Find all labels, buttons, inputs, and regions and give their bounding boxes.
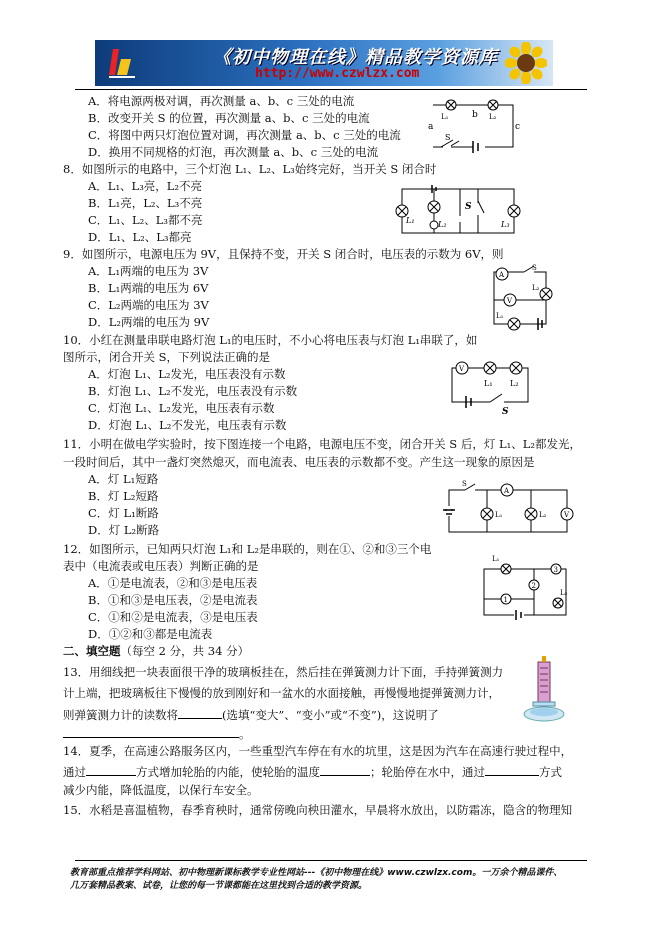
q11-option-c: C．灯 L₁断路 <box>88 506 159 520</box>
q13-line-1: 13．用细线把一块表面很干净的玻璃板挂在，然后挂在弹簧测力计下面，手持弹簧测力 <box>63 665 504 679</box>
q12-label-l1: L₁ <box>492 555 500 563</box>
q8-label-l2: L₂ <box>438 220 447 229</box>
footer-line-2: 几万套精品教案、试卷，让您的每一节课都能在这里找到合适的教学资源。 <box>70 881 368 891</box>
q7-option-d: D．换用不同规格的灯泡，再次测量 a、b、c 三处的电流 <box>88 145 379 159</box>
spring-scale-illustration <box>521 656 567 728</box>
q10-stem-1: 10．小红在测量串联电路灯泡 L₁的电压时，不小心将电压表与灯泡 L₁串联了，如 <box>63 333 478 347</box>
q12-label-l2: L₂ <box>560 589 568 597</box>
q9-label-l2: L₂ <box>532 284 540 292</box>
q8-circuit-diagram <box>398 183 518 239</box>
q9-option-c: C．L₂两端的电压为 3V <box>88 298 209 312</box>
q12-option-a: A．①是电流表，②和③是电压表 <box>88 576 258 590</box>
q11-label-l2: L₂ <box>539 511 547 519</box>
q13-line-3 <box>63 707 439 723</box>
q11-circuit-diagram <box>443 480 573 540</box>
q11-label-s: S <box>462 480 467 488</box>
q14-blank-1[interactable] <box>86 764 136 776</box>
q8-label-l1: L₁ <box>406 216 415 225</box>
q13-line-2: 计上端，把玻璃板往下慢慢的放到刚好和一盆水的水面接触，再慢慢地提弹簧测力计， <box>63 686 500 700</box>
q7-label-l2: L₂ <box>489 113 497 121</box>
footer-line-1: 教育部重点推荐学科网站、初中物理新课标教学专业性网站---《初中物理在线》www.czwlzx.com。一万余个精品课件、 <box>70 868 563 878</box>
q9-option-d: D．L₂两端的电压为 9V <box>88 315 210 329</box>
q13-blank-2[interactable] <box>63 726 239 738</box>
q8-label-l3: L₃ <box>501 220 510 229</box>
q11-stem-2: 一段时间后，其中一盏灯突然熄灭，而电流表、电压表的示数都不变。产生这一现象的原因是 <box>63 455 535 469</box>
q14-line-2d: 方式 <box>539 765 562 779</box>
q7-label-b: b <box>472 110 478 120</box>
sunflower-icon <box>505 42 547 84</box>
q14-line-2c: ；轮胎停在水中，通过 <box>370 765 485 779</box>
q14-line-3: 减少内能，降低温度，以保行车安全。 <box>63 783 259 797</box>
q14-blank-2[interactable] <box>320 764 370 776</box>
q10-option-d: D．灯泡 L₁、L₂不发光，电压表有示数 <box>88 418 287 432</box>
q10-stem-2: 图所示，闭合开关 S，下列说法正确的是 <box>63 350 271 364</box>
header-url[interactable]: http://www.czwlzx.com <box>255 66 420 81</box>
q14-blank-3[interactable] <box>485 764 539 776</box>
q12-meter-2: 2 <box>531 582 536 590</box>
q8-option-b: B．L₁亮，L₂、L₃不亮 <box>88 196 203 210</box>
q9-option-a: A．L₁两端的电压为 3V <box>88 264 209 278</box>
q9-label-a: A <box>499 271 505 279</box>
q10-label-s: S <box>502 407 509 417</box>
footer-rule <box>75 860 587 861</box>
q14-line-2b: 方式增加轮胎的内能，使轮胎的温度 <box>136 765 320 779</box>
header-rule <box>75 89 587 90</box>
q14-line-2 <box>63 764 562 780</box>
q7-label-a: a <box>428 122 434 132</box>
q11-option-d: D．灯 L₂断路 <box>88 523 160 537</box>
header-title: 《初中物理在线》精品教学资源库 <box>213 47 498 68</box>
q7-label-l1: L₁ <box>441 113 449 121</box>
q11-option-b: B．灯 L₂短路 <box>88 489 159 503</box>
q10-label-l2: L₂ <box>510 379 519 388</box>
q14-line-2a: 通过 <box>63 765 86 779</box>
q12-circuit-diagram <box>478 555 572 625</box>
q14-line-1: 14．夏季，在高速公路服务区内，一些重型汽车停在有水的坑里，这是因为汽车在高速行驶过程中， <box>63 744 573 758</box>
q10-option-c: C．灯泡 L₁、L₂发光，电压表有示数 <box>88 401 275 415</box>
q13-line-3b: (选填“变大”、“变小”或“不变”)，这说明了 <box>222 708 439 722</box>
q11-label-l1: L₁ <box>495 511 503 519</box>
q12-option-c: C．①和②是电流表，③是电压表 <box>88 610 258 624</box>
q12-option-d: D．①②和③都是电流表 <box>88 627 213 641</box>
q7-option-a: A．将电源两极对调，再次测量 a、b、c 三处的电流 <box>88 94 355 108</box>
q7-option-b: B．改变开关 S 的位置，再次测量 a、b、c 三处的电流 <box>88 111 370 125</box>
q10-circuit-diagram <box>448 358 538 417</box>
q15-line-1: 15．水稻是喜温植物，春季育秧时，通常傍晚向秧田灌水，早晨将水放出，以防霜冻，隐含的物理知 <box>63 803 573 817</box>
q9-circuit-diagram <box>488 266 558 330</box>
q13-line-4-end: 。 <box>239 727 251 741</box>
q9-option-b: B．L₁两端的电压为 6V <box>88 281 209 295</box>
q9-label-v: V <box>507 297 513 305</box>
q10-option-b: B．灯泡 L₁、L₂不发光，电压表没有示数 <box>88 384 298 398</box>
q8-stem: 8．如图所示的电路中，三个灯泡 L₁、L₂、L₃始终完好，当开关 S 闭合时 <box>63 162 437 176</box>
q8-option-d: D．L₁、L₂、L₃都亮 <box>88 230 192 244</box>
q11-label-v: V <box>564 511 570 519</box>
q8-option-a: A．L₁、L₃亮，L₂不亮 <box>88 179 203 193</box>
q7-circuit-diagram <box>425 97 525 157</box>
q12-meter-3: 3 <box>553 566 558 574</box>
site-logo-icon <box>105 45 139 81</box>
q12-option-b: B．①和③是电压表，②是电流表 <box>88 593 258 607</box>
section-2-title: 二、填空题 <box>63 644 121 658</box>
q12-stem-2: 表中（电流表或电压表）判断正确的是 <box>63 559 259 573</box>
q12-stem-1: 12．如图所示，已知两只灯泡 L₁和 L₂是串联的，则在①、②和③三个电 <box>63 542 432 556</box>
q9-label-s: S <box>532 264 537 272</box>
q10-label-v: V <box>459 365 465 373</box>
q13-line-4 <box>63 726 251 742</box>
q12-meter-1: 1 <box>503 596 508 604</box>
q8-label-s: S <box>465 202 472 212</box>
q11-option-a: A．灯 L₁短路 <box>88 472 159 486</box>
q7-label-s: S <box>445 133 451 142</box>
q8-option-c: C．L₁、L₂、L₃都不亮 <box>88 213 203 227</box>
q13-line-3a: 则弹簧测力计的读数将 <box>63 708 178 722</box>
q11-label-a: A <box>504 487 510 495</box>
q13-blank-1[interactable] <box>178 707 222 719</box>
section-2-note: （每空 2 分，共 34 分） <box>120 644 250 658</box>
q10-label-l1: L₁ <box>484 379 493 388</box>
section-2-heading <box>63 644 249 659</box>
q9-label-l1: L₁ <box>496 312 504 320</box>
q9-stem: 9．如图所示，电源电压为 9V，且保持不变，开关 S 闭合时，电压表的示数为 6V，则 <box>63 247 504 261</box>
q10-option-a: A．灯泡 L₁、L₂发光，电压表没有示数 <box>88 367 286 381</box>
q11-stem-1: 11．小明在做电学实验时，按下图连接一个电路，电源电压不变，闭合开关 S 后，灯 L₁、L₂都发光， <box>63 437 581 451</box>
q7-label-c: c <box>515 122 521 132</box>
q7-option-c: C．将图中两只灯泡位置对调，再次测量 a、b、c 三处的电流 <box>88 128 401 142</box>
header-banner <box>95 40 553 86</box>
